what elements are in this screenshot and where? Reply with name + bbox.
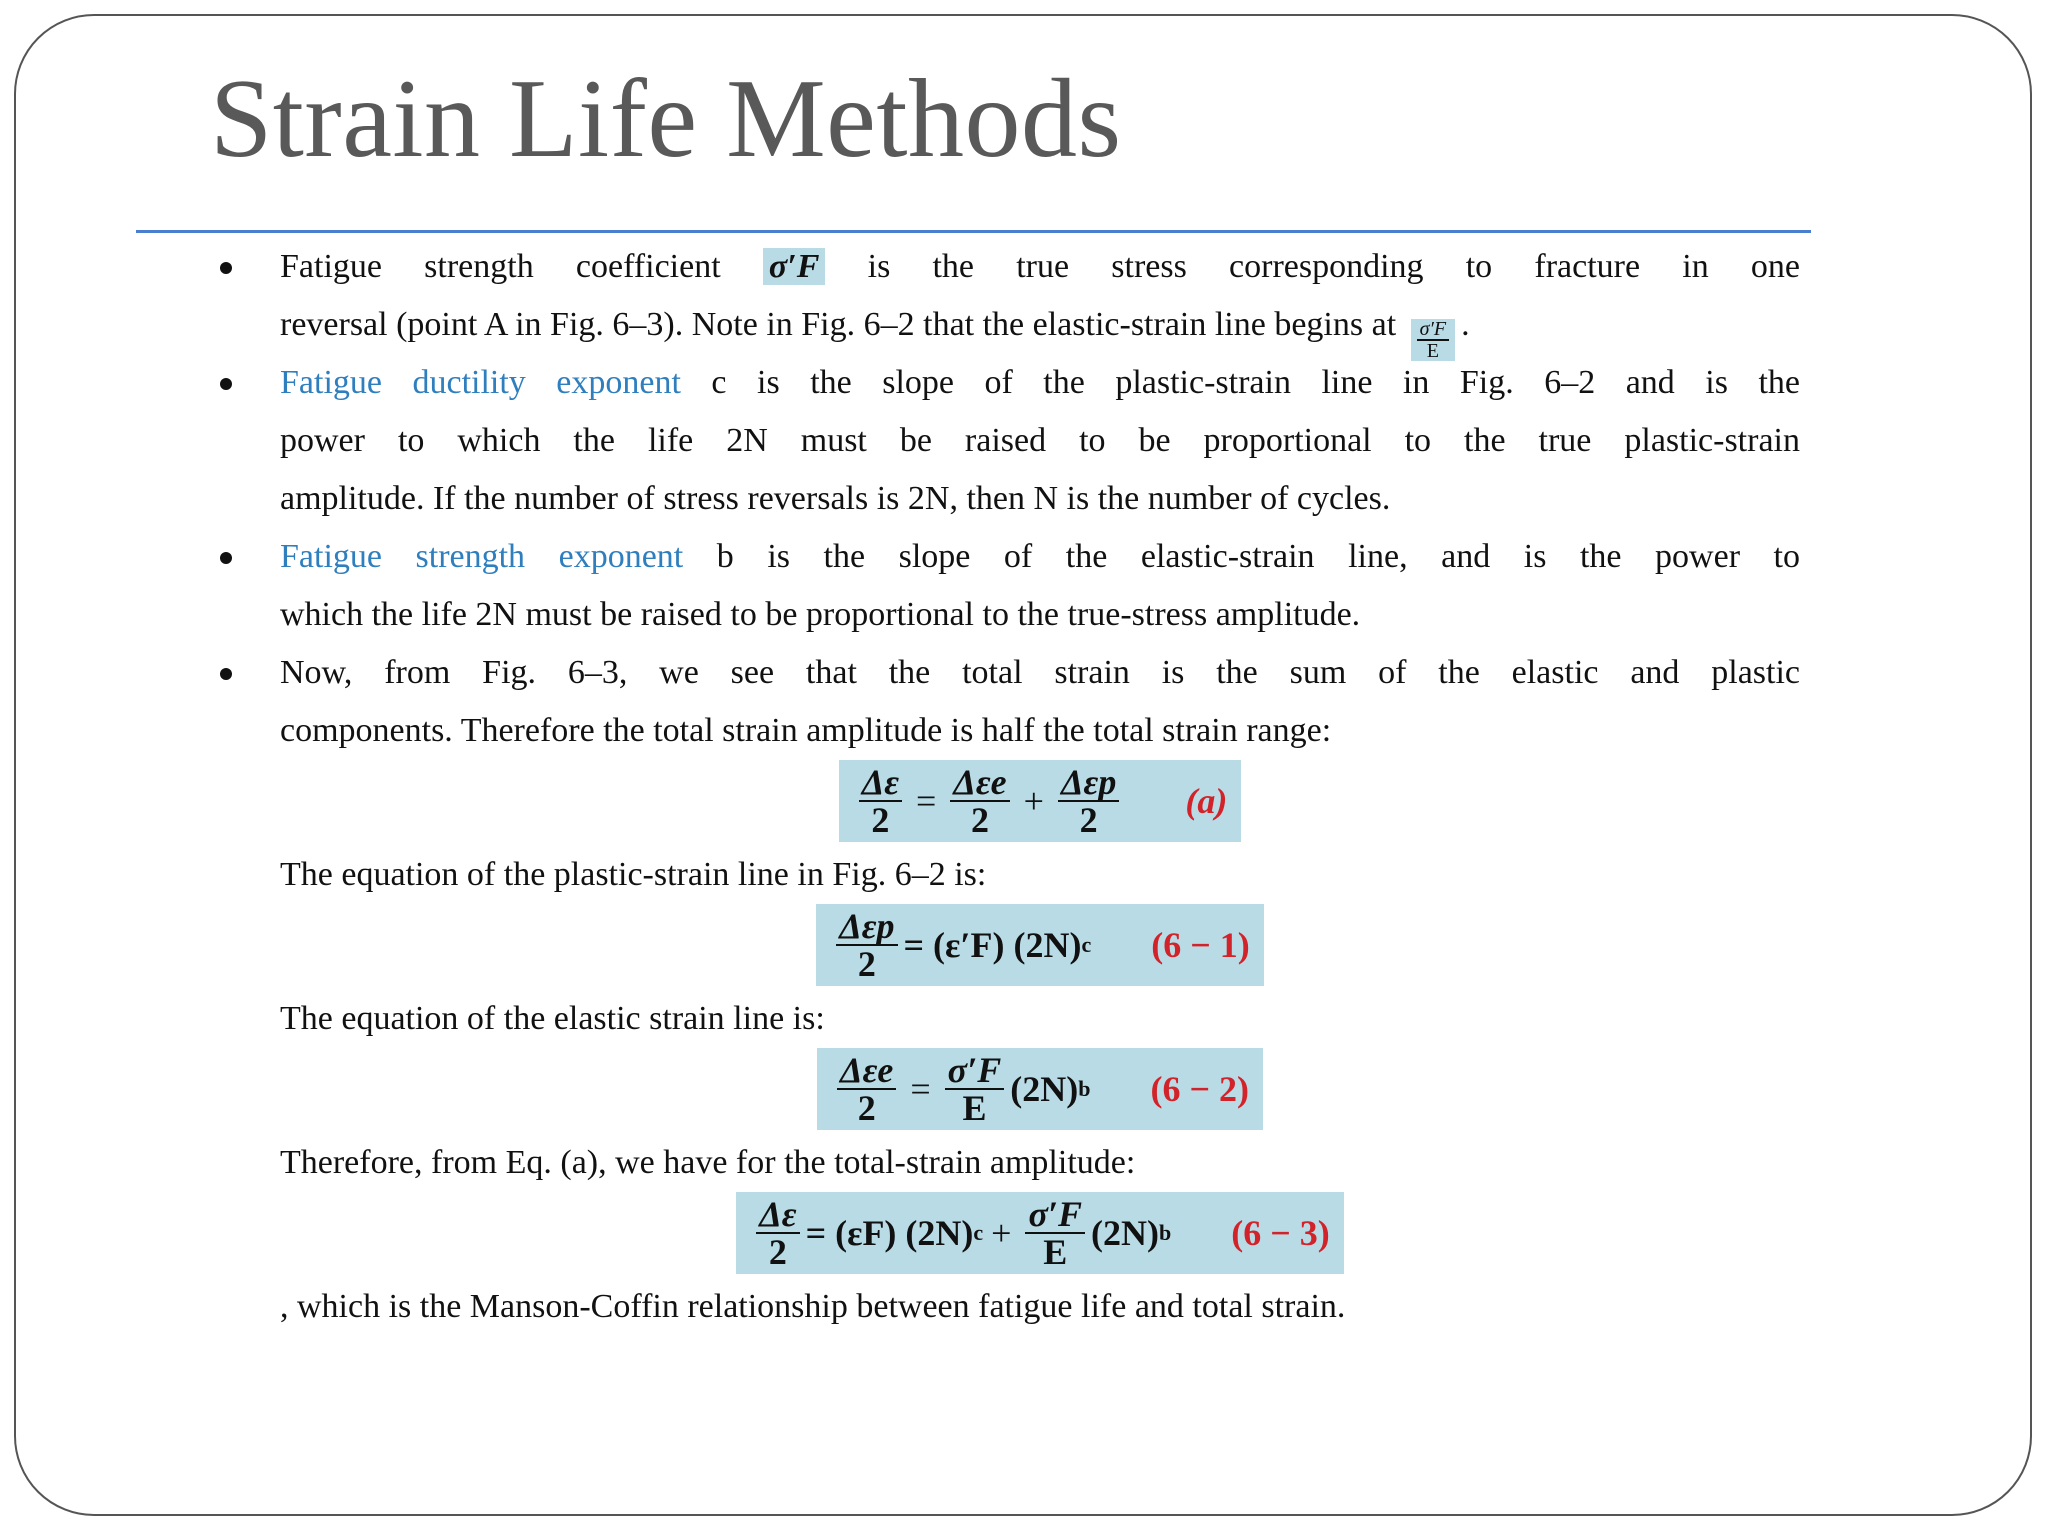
exponent: c xyxy=(1081,932,1092,957)
fraction xyxy=(756,1196,799,1270)
fraction-numerator: Δεp xyxy=(1058,764,1119,802)
fraction-denominator: 2 xyxy=(871,800,890,840)
fraction-numerator: Δεp xyxy=(836,908,897,946)
text-total-strain-amplitude: Therefore, from Eq. (a), we have for the total-strain amplitude: xyxy=(280,1144,1136,1181)
equation-6-2-row xyxy=(210,1048,1800,1130)
equation-6-2 xyxy=(817,1048,1263,1130)
text-span: Fatigue strength coefficient xyxy=(280,248,763,285)
text-span: c is the slope of the plastic-strain line in Fig. 6–2 and is the xyxy=(680,364,1801,401)
fraction-denominator: 2 xyxy=(857,1088,876,1128)
equation-label: (6 − 2) xyxy=(1150,1069,1249,1109)
exponent: b xyxy=(1159,1220,1172,1245)
equation-rhs: (2N) xyxy=(1091,1213,1160,1253)
text-span: amplitude. If the number of stress reversals is 2N, then N is the number of cycles. xyxy=(280,480,1391,517)
text-span: . xyxy=(1461,306,1470,343)
equation-6-3 xyxy=(736,1192,1344,1274)
bullet-line xyxy=(280,644,1800,702)
fraction-denominator: E xyxy=(1426,340,1439,362)
equation-6-1-row xyxy=(210,904,1800,986)
term-highlight: Fatigue strength exponent xyxy=(280,538,684,575)
text-span: components. Therefore the total strain amplitude is half the total strain range: xyxy=(280,712,1332,749)
text-elastic-strain-line: The equation of the elastic strain line is: xyxy=(280,1000,825,1037)
text-span: power to which the life 2N must be raised to be proportional to the true plastic-strain xyxy=(280,422,1800,459)
text-span: Now, from Fig. 6–3, we see that the total strain is the sum of the elastic and plastic xyxy=(280,654,1800,691)
equation-a-row xyxy=(210,760,1800,842)
fraction xyxy=(945,1052,1005,1126)
equals-sign: = xyxy=(910,1069,931,1109)
bullet-line xyxy=(280,586,1800,644)
bullet-fatigue-strength-coefficient xyxy=(210,238,1800,362)
fraction xyxy=(1025,1196,1085,1270)
fraction xyxy=(837,1052,896,1126)
equation-6-3-row xyxy=(210,1192,1800,1274)
text-span: reversal (point A in Fig. 6–3). Note in Fig. 6–2 that the elastic-strain line begins at xyxy=(280,306,1405,343)
exponent: b xyxy=(1078,1076,1091,1101)
fraction xyxy=(836,908,897,982)
sigma-f-symbol: σ′F xyxy=(763,248,826,285)
bullet-line xyxy=(280,296,1800,362)
text-span: is the true stress corresponding to fracture in one xyxy=(825,248,1800,285)
fraction-denominator: E xyxy=(1043,1232,1068,1272)
bullet-line xyxy=(280,354,1800,412)
fraction-numerator: Δεe xyxy=(950,764,1009,802)
title-divider xyxy=(136,230,1811,233)
text-manson-coffin: , which is the Manson-Coffin relationship between fatigue life and total strain. xyxy=(280,1288,1346,1325)
equals-sign: = xyxy=(916,781,937,821)
bullet-total-strain xyxy=(210,644,1800,760)
bullet-line xyxy=(280,470,1800,528)
fraction xyxy=(1058,764,1119,838)
fraction-denominator: 2 xyxy=(971,800,989,840)
fraction-denominator: 2 xyxy=(857,944,876,984)
plus-sign: + xyxy=(991,1213,1012,1253)
text-plastic-strain-line: The equation of the plastic-strain line in Fig. 6–2 is: xyxy=(280,856,987,893)
equation-rhs: = (ε′F) (2N) xyxy=(903,925,1082,965)
fraction xyxy=(950,764,1009,838)
bullet-icon xyxy=(220,378,232,390)
bullet-line xyxy=(280,528,1800,586)
slide-title: Strain Life Methods xyxy=(210,57,1122,181)
fraction-numerator: Δε xyxy=(859,764,902,802)
equation-rhs: (2N) xyxy=(1010,1069,1079,1109)
fraction-denominator: 2 xyxy=(1079,800,1098,840)
fraction-numerator: σ′F xyxy=(1417,319,1449,341)
plus-sign: + xyxy=(1023,781,1044,821)
fraction-denominator: E xyxy=(962,1088,987,1128)
bullet-icon xyxy=(220,262,232,274)
bullet-line xyxy=(280,702,1800,760)
fraction xyxy=(859,764,902,838)
fraction-numerator: σ′F xyxy=(945,1052,1005,1090)
equation-6-1 xyxy=(816,904,1264,986)
slide-content xyxy=(210,238,1800,1336)
bullet-icon xyxy=(220,552,232,564)
text-span: b is the slope of the elastic-strain line, and is the power to xyxy=(683,538,1800,575)
bullet-line xyxy=(280,412,1800,470)
fraction-denominator: 2 xyxy=(768,1232,787,1272)
bullet-line xyxy=(280,238,1800,296)
text-span: which the life 2N must be raised to be proportional to the true-stress amplitude. xyxy=(280,596,1361,633)
fraction-numerator: σ′F xyxy=(1025,1196,1085,1234)
bullet-fatigue-ductility-exponent xyxy=(210,354,1800,528)
equation-label: (6 − 1) xyxy=(1151,925,1250,965)
bullet-icon xyxy=(220,668,232,680)
exponent: c xyxy=(973,1220,984,1245)
term-highlight: Fatigue ductility exponent xyxy=(280,364,681,401)
equation-label: (6 − 3) xyxy=(1231,1213,1330,1253)
bullet-fatigue-strength-exponent xyxy=(210,528,1800,644)
equation-rhs: = (εF) (2N) xyxy=(805,1213,974,1253)
equation-label: (a) xyxy=(1185,781,1228,821)
equation-a xyxy=(839,760,1242,842)
fraction-numerator: Δε xyxy=(756,1196,799,1234)
fraction-numerator: Δεe xyxy=(837,1052,896,1090)
